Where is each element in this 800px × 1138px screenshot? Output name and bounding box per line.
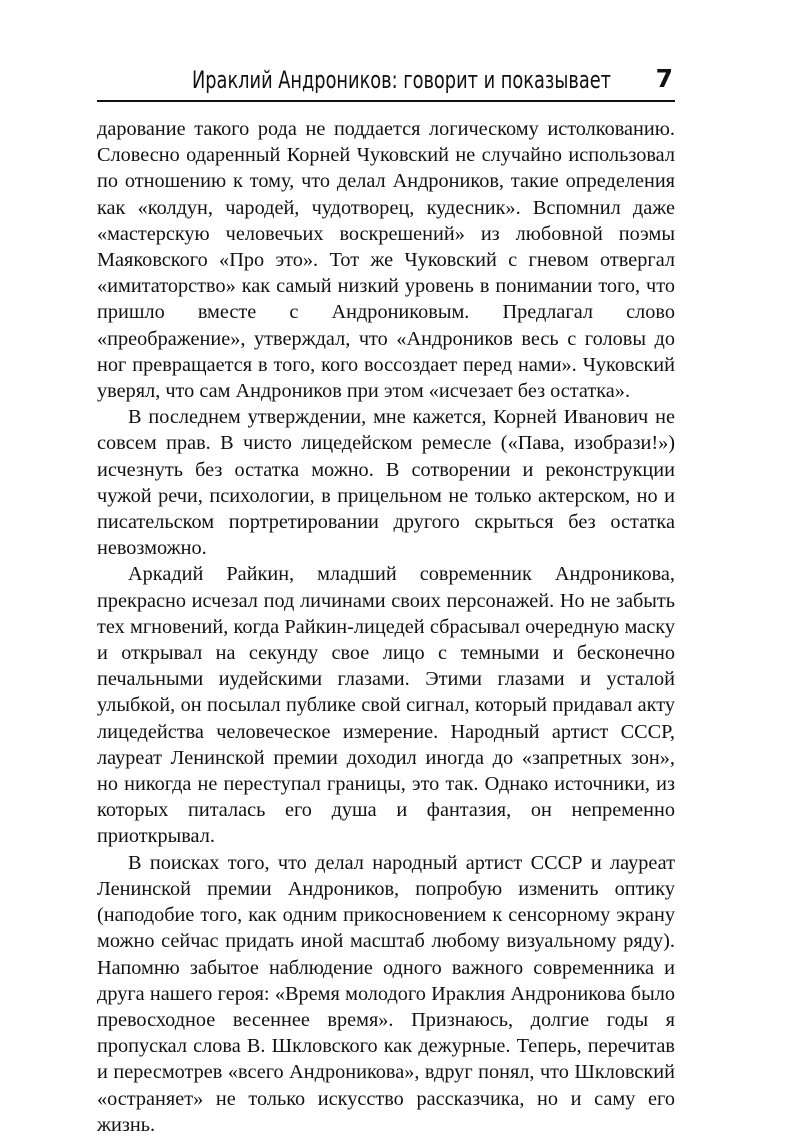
paragraph: дарование такого рода не поддается логическому истолкованию. Словесно одаренный Корней Чуковский не случайно использовал по отношению к тому, что делал Андроников, такие определения как «колдун, чародей, чудотворец, кудесник». Вспомнил даже «мастерскую человечьих воскрешений» из любовной поэмы Маяковского «Про это». Тот же Чуковский с гневом отвергал «имитаторство» как самый низкий уровень в понимании того, что пришло вместе с Андрониковым. Предлагал слово «преображение», утверждал, что «Андроников весь с головы до ног превращается в того, кого воссоздает перед нами». Чуковский уверял, что сам Андроников при этом «исчезает без остатка». [97, 118, 675, 403]
body-text [97, 116, 675, 1138]
page-header [97, 64, 675, 102]
page-number: 7 [655, 64, 673, 93]
paragraph: Аркадий Райкин, младший современник Андроникова, прекрасно исчезал под личинами своих персонажей. Но не забыть тех мгновений, когда Райкин-лицедей сбрасывал очередную маску и открывал на секунду свое лицо с темными и бесконечно печальными иудейскими глазами. Этими глазами и усталой улыбкой, он посылал публике свой сигнал, который придавал акту лицедейства человеческое измерение. Народный артист СССР, лауреат Ленинской премии доходил иногда до «запретных зон», но никогда не переступал границы, это так. Однако источники, из которых питалась его душа и фантазия, он непременно приоткрывал. [97, 563, 675, 848]
running-title: Ираклий Андроников: говорит и показывает [192, 66, 611, 94]
paragraph: В последнем утверждении, мне кажется, Корней Иванович не совсем прав. В чисто лицедейском ремесле («Пава, изобрази!») исчезнуть без остатка можно. В сотворении и реконструкции чужой речи, психологии, в прицельном не только актерском, но и писательском портретировании другого скрыться без остатка невозможно. [97, 406, 675, 560]
paragraph: В поисках того, что делал народный артист СССР и лауреат Ленинской премии Андроников, попробую изменить оптику (наподобие того, как одним прикосновением к сенсорному экрану можно сейчас придать иной масштаб любому визуальному ряду). Напомню забытое наблюдение одного важного современника и друга нашего героя: «Время молодого Ираклия Андроникова было превосходное весеннее время». Признаюсь, долгие годы я пропускал слова В. Шкловского как дежурные. Теперь, перечитав и пересмотрев «всего Андроникова», вдруг понял, что Шкловский «остраняет» не только искусство рассказчика, но и саму его жизнь. [97, 851, 675, 1136]
book-page [97, 64, 675, 1138]
